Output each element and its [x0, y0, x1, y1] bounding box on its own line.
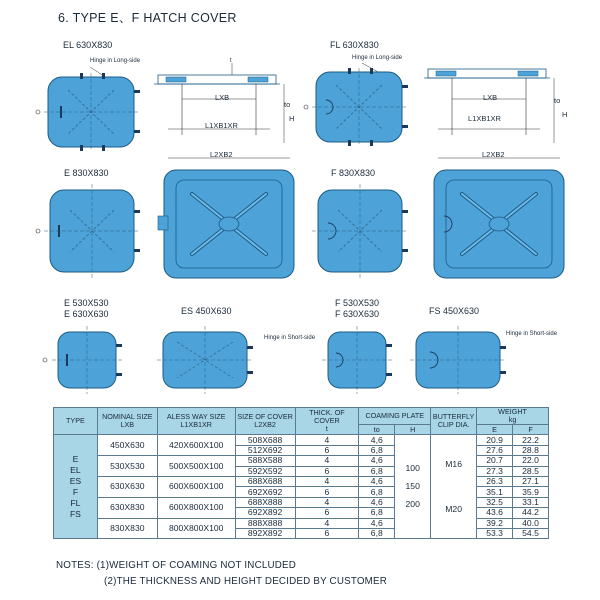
cover-thickness: 6 — [295, 528, 359, 538]
header-weight-f: F — [513, 425, 549, 435]
weight-f: 28.8 — [513, 445, 549, 455]
coaming-to: 6,8 — [359, 487, 395, 497]
header-nominal: NOMINAL SIZE LXB — [97, 408, 157, 435]
el-dim-t: t — [230, 58, 232, 64]
e-dim-l2xb2: L2XB2 — [210, 150, 233, 159]
weight-e: 43.6 — [477, 508, 513, 518]
coaming-to: 4,6 — [359, 435, 395, 445]
label-fs: FS 450X630 — [429, 306, 480, 316]
e-cover-drawing — [34, 180, 154, 280]
label-fl: FL 630X830 — [330, 40, 379, 50]
cover-size: 688X888 — [235, 497, 295, 507]
weight-f: 40.0 — [513, 518, 549, 528]
cover-thickness: 4 — [295, 435, 359, 445]
header-type: TYPE — [54, 408, 98, 435]
coaming-to: 4,6 — [359, 497, 395, 507]
access-size: 600X800X100 — [157, 497, 235, 518]
access-size: 800X800X100 — [157, 518, 235, 539]
fl-dim-to: to — [554, 96, 561, 105]
hinge-note-fl: Hinge in Long-side — [352, 55, 403, 61]
cover-size: 888X888 — [235, 518, 295, 528]
nominal-size: 630X830 — [97, 497, 157, 518]
f530-cover-drawing — [312, 322, 402, 397]
header-access: ALESS WAY SIZE L1XB1XR — [157, 408, 235, 435]
page-heading: 6. TYPE E、F HATCH COVER — [58, 11, 237, 25]
cover-thickness: 4 — [295, 476, 359, 486]
label-f: F 830X830 — [331, 168, 376, 178]
access-size: 500X500X100 — [157, 456, 235, 477]
cover-size: 588X588 — [235, 456, 295, 466]
note-line-2: (2)THE THICKNESS AND HEIGHT DECIDED BY CUSTOMER — [104, 576, 388, 587]
weight-f: 28.5 — [513, 466, 549, 476]
nominal-size: 630X630 — [97, 476, 157, 497]
cover-thickness: 6 — [295, 445, 359, 455]
hinge-note-el: Hinge in Long-side — [90, 58, 141, 64]
coaming-to: 4,6 — [359, 476, 395, 486]
weight-e: 20.7 — [477, 456, 513, 466]
weight-f: 44.2 — [513, 508, 549, 518]
weight-e: 26.3 — [477, 476, 513, 486]
label-e630: E 630X630 — [64, 309, 109, 319]
el-dim-lxb: LXB — [215, 93, 230, 102]
weight-f: 27.1 — [513, 476, 549, 486]
coaming-to: 4,6 — [359, 456, 395, 466]
f-cover-drawing — [304, 180, 424, 280]
cover-size: 512X692 — [235, 445, 295, 455]
weight-f: 22.2 — [513, 435, 549, 445]
label-f630: F 630X630 — [335, 309, 380, 319]
cover-thickness: 4 — [295, 456, 359, 466]
cover-thickness: 4 — [295, 518, 359, 528]
hinge-note-es: Hinge in Short-side — [264, 335, 316, 341]
cover-size: 692X892 — [235, 508, 295, 518]
butterfly-values: M16 M20 — [431, 435, 477, 539]
fl-section-drawing — [422, 55, 572, 165]
weight-e: 32.5 — [477, 497, 513, 507]
cover-thickness: 6 — [295, 508, 359, 518]
label-el: EL 630X830 — [63, 40, 113, 50]
el-cover-drawing — [30, 60, 150, 155]
spec-table — [53, 407, 549, 539]
el-dim-h: H — [289, 114, 295, 123]
cover-thickness: 6 — [295, 466, 359, 476]
header-butterfly: BUTTERFLY CLIP DIA. — [431, 408, 477, 435]
coaming-to: 6,8 — [359, 528, 395, 538]
coaming-to: 6,8 — [359, 466, 395, 476]
cover-size: 692X692 — [235, 487, 295, 497]
nominal-size: 530X530 — [97, 456, 157, 477]
label-f530: F 530X530 — [335, 298, 380, 308]
nominal-size: 830X830 — [97, 518, 157, 539]
weight-e: 39.2 — [477, 518, 513, 528]
cover-size: 592X592 — [235, 466, 295, 476]
hinge-note-fs: Hinge in Short-side — [506, 331, 558, 337]
el-dim-l1xb1xr: L1XB1XR — [205, 121, 238, 130]
nominal-size: 450X630 — [97, 435, 157, 456]
header-coaming-h: H — [395, 425, 431, 435]
f-iso-drawing — [424, 150, 574, 285]
weight-e: 27.3 — [477, 466, 513, 476]
el-section-drawing — [152, 55, 302, 165]
cover-size: 892X892 — [235, 528, 295, 538]
weight-e: 53.3 — [477, 528, 513, 538]
header-coaming: COAMING PLATE — [359, 408, 431, 425]
cover-thickness: 4 — [295, 497, 359, 507]
fl-cover-drawing — [300, 58, 420, 153]
label-es: ES 450X630 — [181, 306, 232, 316]
header-weight-e: E — [477, 425, 513, 435]
es-cover-drawing — [155, 322, 260, 397]
label-e: E 830X830 — [64, 168, 109, 178]
fl-dim-h: H — [562, 110, 568, 119]
note-line-1: NOTES: (1)WEIGHT OF COAMING NOT INCLUDED — [56, 560, 297, 571]
type-list: E EL ES F FL FS — [54, 435, 98, 539]
weight-f: 54.5 — [513, 528, 549, 538]
header-weight: WEIGHT kg — [477, 408, 549, 425]
coaming-to: 6,8 — [359, 445, 395, 455]
cover-size: 688X688 — [235, 476, 295, 486]
f-dim-l2xb2: L2XB2 — [482, 150, 505, 159]
weight-e: 27.6 — [477, 445, 513, 455]
weight-e: 35.1 — [477, 487, 513, 497]
cover-size: 508X688 — [235, 435, 295, 445]
access-size: 600X600X100 — [157, 476, 235, 497]
weight-e: 20.9 — [477, 435, 513, 445]
coaming-h-values: 100 150 200 — [395, 435, 431, 539]
access-size: 420X600X100 — [157, 435, 235, 456]
weight-f: 33.1 — [513, 497, 549, 507]
e-iso-drawing — [154, 150, 304, 285]
header-size-of-cover: SIZE OF COVER L2XB2 — [235, 408, 295, 435]
fl-dim-l1xb1xr: L1XB1XR — [468, 114, 501, 123]
fs-cover-drawing — [408, 322, 513, 397]
cover-thickness: 6 — [295, 487, 359, 497]
header-coaming-to: to — [359, 425, 395, 435]
label-e530: E 530X530 — [64, 298, 109, 308]
e530-cover-drawing — [40, 322, 130, 397]
weight-f: 35.9 — [513, 487, 549, 497]
el-dim-to: to — [284, 100, 291, 109]
weight-f: 22.0 — [513, 456, 549, 466]
coaming-to: 6,8 — [359, 508, 395, 518]
coaming-to: 4,6 — [359, 518, 395, 528]
header-thickness: THICK. OF COVER t — [295, 408, 359, 435]
fl-dim-lxb: LXB — [483, 93, 498, 102]
